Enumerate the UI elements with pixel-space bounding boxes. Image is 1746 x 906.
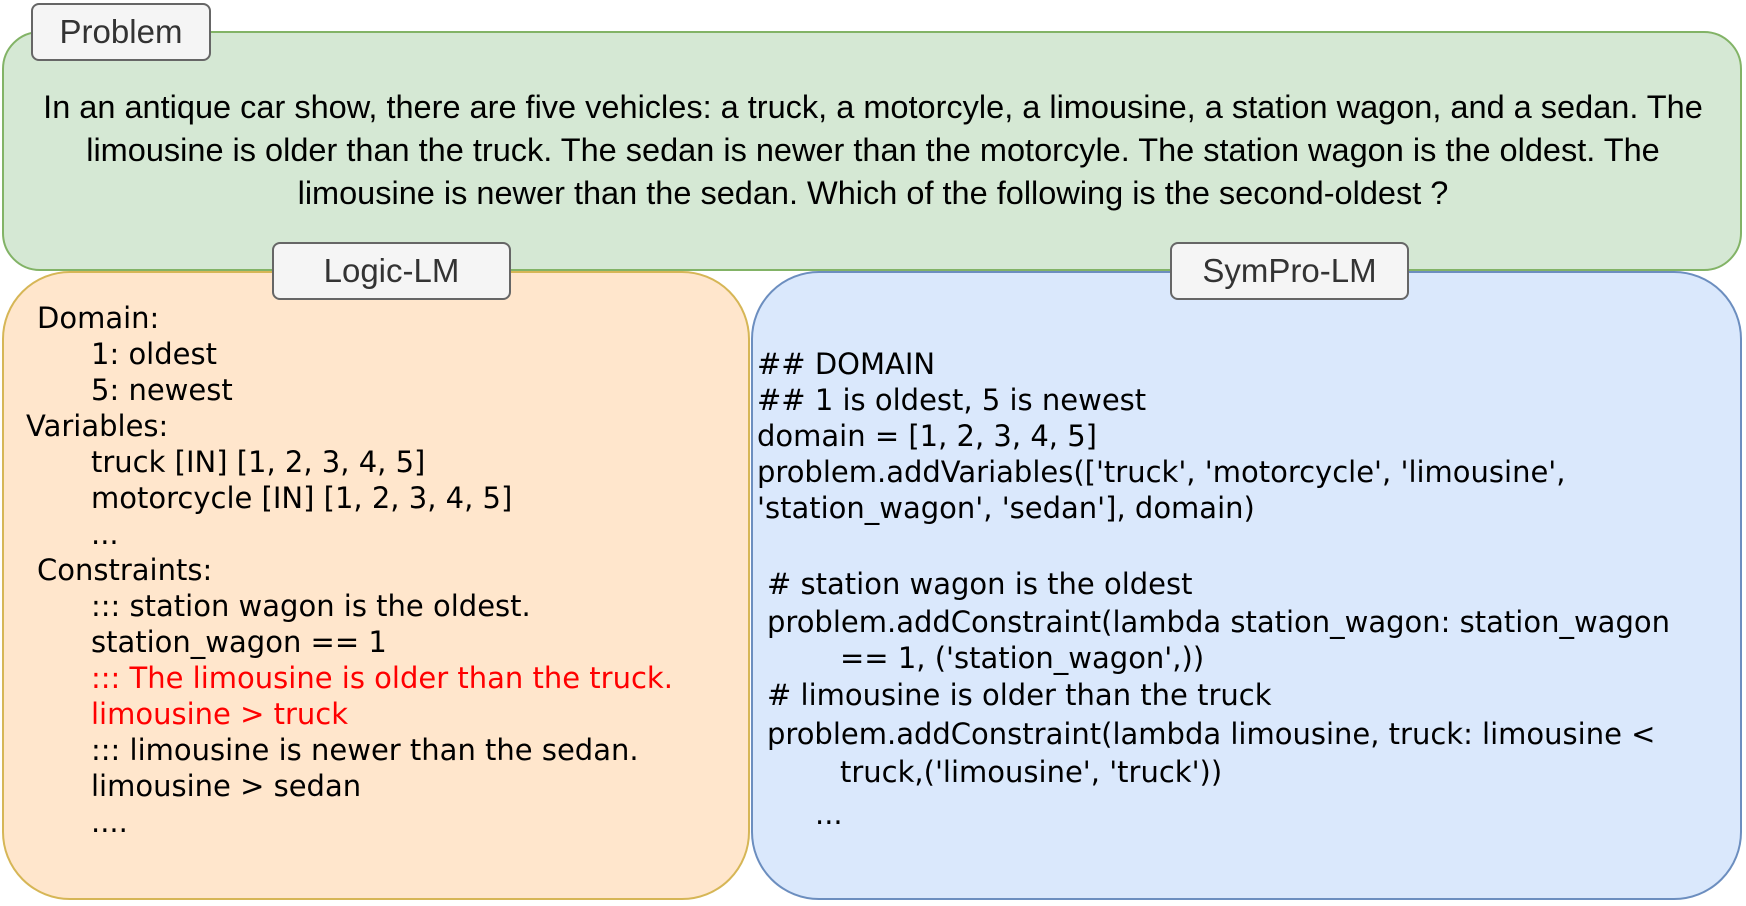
logic-line-domain-newest: 5: newest xyxy=(91,373,233,407)
logic-line-comment-oldest: ::: station wagon is the oldest. xyxy=(91,589,531,623)
logic-line-constraint-newer: limousine > sedan xyxy=(91,769,362,803)
logic-line-comment-older-error: ::: The limousine is older than the truck. xyxy=(91,661,673,695)
logic-line-domain-oldest: 1: oldest xyxy=(91,337,217,371)
sympro-line-domain-comment: ## DOMAIN xyxy=(757,347,936,381)
problem-text: In an antique car show, there are five vehicles: a truck, a motorcyle, a limousine, a station wagon, and a sedan. The limousine is older than the truck. The sedan is newer than the motorcyle. The station wagon is the oldest. The limousine is newer than the sedan. Which of the following is the second-oldest ? xyxy=(43,89,1703,211)
logic-lm-tag: Logic-LM xyxy=(272,242,511,300)
sympro-line-ellipsis: ... xyxy=(815,797,843,831)
logic-line-ellipsis: .... xyxy=(91,805,128,839)
logic-line-domain-header: Domain: xyxy=(37,301,160,335)
problem-tag: Problem xyxy=(31,3,211,61)
logic-line-comment-newer: ::: limousine is newer than the sedan. xyxy=(91,733,639,767)
logic-line-var-ellipsis: ... xyxy=(91,517,119,551)
sympro-line-add-variables: problem.addVariables(['truck', 'motorcycle', 'limousine', xyxy=(757,455,1566,489)
logic-line-var-motorcycle: motorcycle [IN] [1, 2, 3, 4, 5] xyxy=(91,481,513,515)
sympro-line-constraint-oldest: problem.addConstraint(lambda station_wagon: station_wagon xyxy=(767,605,1670,639)
logic-line-constraints-header: Constraints: xyxy=(37,553,213,587)
sympro-line-domain-assign: domain = [1, 2, 3, 4, 5] xyxy=(757,419,1097,453)
logic-line-variables-header: Variables: xyxy=(26,409,169,443)
sympro-line-add-variables-cont: 'station_wagon', 'sedan'], domain) xyxy=(757,491,1255,525)
sympro-lm-tag: SymPro-LM xyxy=(1170,242,1409,300)
sympro-line-constraint-older: problem.addConstraint(lambda limousine, truck: limousine < xyxy=(767,717,1656,751)
logic-line-constraint-oldest: station_wagon == 1 xyxy=(91,625,387,659)
sympro-line-constraint-oldest-cont: == 1, ('station_wagon',)) xyxy=(840,641,1205,675)
sympro-line-comment-older: # limousine is older than the truck xyxy=(767,678,1272,712)
logic-line-var-truck: truck [IN] [1, 2, 3, 4, 5] xyxy=(91,445,426,479)
sympro-line-constraint-older-cont: truck,('limousine', 'truck')) xyxy=(840,755,1223,789)
sympro-line-range-comment: ## 1 is oldest, 5 is newest xyxy=(757,383,1147,417)
sympro-line-comment-oldest: # station wagon is the oldest xyxy=(767,567,1193,601)
logic-line-constraint-older-error: limousine > truck xyxy=(91,697,349,731)
